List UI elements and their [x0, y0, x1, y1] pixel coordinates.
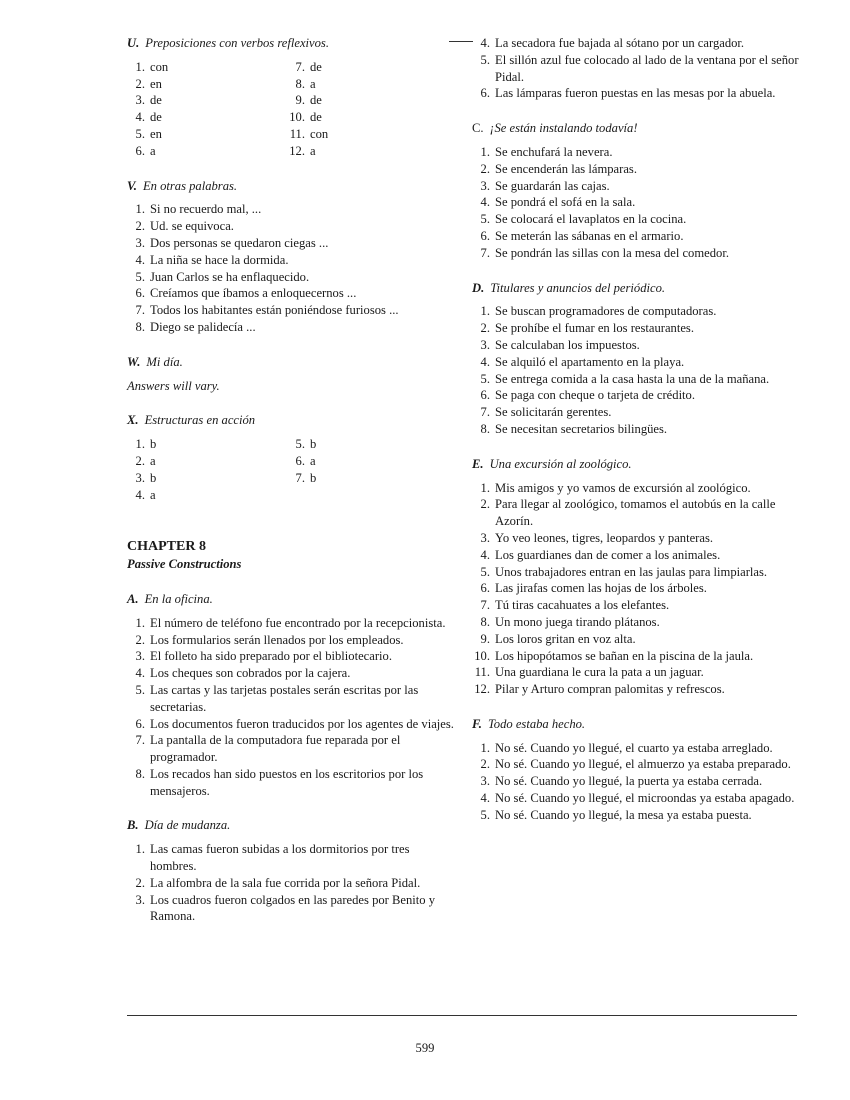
list-item [472, 354, 802, 371]
item-text: Se prohíbe el fumar en los restaurantes. [495, 321, 694, 336]
item-text: de [150, 110, 162, 125]
item-number: 6. [480, 228, 490, 243]
item-number: 8. [295, 76, 305, 91]
item-text: Se meterán las sábanas en el armario. [495, 228, 684, 243]
item-text: b [150, 437, 157, 452]
item-number: 4. [480, 547, 490, 562]
list-item [472, 547, 802, 564]
list-item [127, 59, 287, 76]
list-item [472, 194, 802, 211]
footer-rule [127, 1015, 797, 1016]
list-item [472, 597, 802, 614]
item-text: Todos los habitantes están poniéndose furiosos ... [150, 303, 399, 318]
item-number: 5. [480, 564, 490, 579]
list-item [472, 790, 802, 807]
item-text: La pantalla de la computadora fue reparada por el programador. [150, 733, 401, 765]
item-number: 7. [480, 245, 490, 260]
item-number: 3. [135, 470, 145, 485]
item-text: de [310, 110, 322, 125]
section-x-answers [127, 436, 457, 503]
item-text: Se pondrán las sillas con la mesa del comedor. [495, 245, 729, 260]
list-item [472, 614, 802, 631]
item-text: No sé. Cuando yo llegué, el almuerzo ya estaba preparado. [495, 757, 791, 772]
item-number: 6. [480, 581, 490, 596]
list-item [287, 143, 447, 160]
item-number: 7. [480, 598, 490, 613]
list-item [127, 302, 457, 319]
section-e-list [472, 480, 802, 698]
list-item [127, 716, 457, 733]
answer-list [127, 59, 287, 160]
list-item [127, 841, 457, 875]
item-number: 2. [480, 321, 490, 336]
item-number: 4. [135, 110, 145, 125]
item-text: Diego se palidecía ... [150, 319, 256, 334]
list-item [472, 480, 802, 497]
list-item [472, 161, 802, 178]
item-text: Los cheques son cobrados por la cajera. [150, 666, 351, 681]
chapter-subtitle: Passive Constructions [127, 557, 242, 572]
item-number: 2. [480, 497, 490, 512]
list-item [472, 337, 802, 354]
list-item [472, 320, 802, 337]
item-text: El sillón azul fue colocado al lado de la ventana por el señor Pidal. [495, 52, 799, 84]
right-column [472, 35, 802, 824]
item-number: 11. [289, 126, 305, 141]
item-number: 5. [480, 807, 490, 822]
section-a-list [127, 615, 457, 800]
item-text: en [150, 126, 162, 141]
item-number: 6. [480, 388, 490, 403]
section-c-title: C. ¡Se están instalando todavía! [472, 121, 638, 136]
item-text: Se necesitan secretarios bilingües. [495, 421, 668, 436]
item-text: Se paga con cheque o tarjeta de crédito. [495, 388, 696, 403]
list-item [472, 228, 802, 245]
list-item [472, 371, 802, 388]
list-item [127, 235, 457, 252]
item-number: 1. [135, 437, 145, 452]
item-number: 2. [135, 875, 145, 890]
list-item [472, 421, 802, 438]
item-number: 11. [474, 665, 490, 680]
item-number: 4. [135, 487, 145, 502]
item-text: El folleto ha sido preparado por el bibliotecario. [150, 649, 392, 664]
section-v-list [127, 201, 457, 335]
page-number: 599 [415, 1041, 435, 1055]
item-text: Una guardiana le cura la pata a un jaguar. [495, 665, 704, 680]
list-item [287, 76, 447, 93]
item-number: 5. [135, 269, 145, 284]
item-text: con [150, 59, 169, 74]
left-column [127, 35, 457, 925]
list-item [472, 681, 802, 698]
list-item [472, 35, 802, 52]
list-item [472, 496, 802, 530]
item-number: 1. [480, 740, 490, 755]
list-item [472, 211, 802, 228]
item-text: Si no recuerdo mal, ... [150, 202, 262, 217]
item-text: No sé. Cuando yo llegué, la mesa ya estaba puesta. [495, 807, 752, 822]
list-item [127, 143, 287, 160]
item-text: en [150, 76, 162, 91]
item-number: 2. [135, 632, 145, 647]
list-item [287, 126, 447, 143]
item-number: 6. [480, 86, 490, 101]
item-number: 8. [135, 766, 145, 781]
item-number: 3. [135, 235, 145, 250]
item-text: Las lámparas fueron puestas en las mesas por la abuela. [495, 86, 776, 101]
section-u-title: U. Preposiciones con verbos reflexivos. [127, 36, 329, 50]
list-item [472, 648, 802, 665]
item-number: 1. [135, 59, 145, 74]
list-item [287, 109, 447, 126]
item-number: 3. [135, 892, 145, 907]
list-item [472, 144, 802, 161]
list-item [127, 487, 287, 504]
item-number: 12. [289, 143, 305, 158]
item-text: Mis amigos y yo vamos de excursión al zoológico. [495, 480, 751, 495]
item-text: de [310, 59, 322, 74]
item-text: b [310, 437, 317, 452]
item-number: 1. [135, 615, 145, 630]
answer-list [287, 436, 447, 503]
item-number: 2. [135, 453, 145, 468]
item-number: 2. [135, 76, 145, 91]
list-item [472, 580, 802, 597]
answer-list [287, 59, 447, 160]
list-item [127, 732, 457, 766]
item-text: Se pondrá el sofá en la sala. [495, 195, 636, 210]
item-number: 7. [135, 303, 145, 318]
item-number: 7. [295, 59, 305, 74]
item-number: 7. [295, 470, 305, 485]
section-d-title: D. Titulares y anuncios del periódico. [472, 280, 666, 295]
section-c-list [472, 144, 802, 262]
item-number: 6. [295, 453, 305, 468]
answers-note: Answers will vary. [127, 378, 220, 393]
item-text: a [310, 453, 316, 468]
item-text: a [150, 143, 156, 158]
item-text: con [310, 126, 329, 141]
list-item [127, 453, 287, 470]
item-text: No sé. Cuando yo llegué, el cuarto ya estaba arreglado. [495, 740, 773, 755]
list-item [472, 664, 802, 681]
item-text: Yo veo leones, tigres, leopardos y panteras. [495, 530, 714, 545]
item-text: Las jirafas comen las hojas de los árboles. [495, 581, 707, 596]
item-number: 4. [480, 791, 490, 806]
item-text: El número de teléfono fue encontrado por la recepcionista. [150, 615, 446, 630]
item-text: Tú tiras cacahuates a los elefantes. [495, 598, 670, 613]
list-item [127, 615, 457, 632]
item-number: 7. [480, 405, 490, 420]
item-text: Juan Carlos se ha enflaquecido. [150, 269, 310, 284]
item-text: Los hipopótamos se bañan en la piscina de la jaula. [495, 648, 754, 663]
item-text: Se buscan programadores de computadoras. [495, 304, 717, 319]
item-text: Se encenderán las lámparas. [495, 161, 637, 176]
item-text: Se solicitarán gerentes. [495, 405, 612, 420]
list-item [287, 92, 447, 109]
item-text: Dos personas se quedaron ciegas ... [150, 235, 329, 250]
section-x-title: X. Estructuras en acción [127, 413, 256, 428]
item-text: de [150, 93, 162, 108]
item-number: 6. [135, 143, 145, 158]
section-d-list [472, 303, 802, 437]
item-text: Los cuadros fueron colgados en las paredes por Benito y Ramona. [150, 892, 436, 924]
item-number: 6. [135, 716, 145, 731]
item-text: Pilar y Arturo compran palomitas y refrescos. [495, 682, 725, 697]
list-item [127, 201, 457, 218]
item-text: Se calculaban los impuestos. [495, 337, 640, 352]
item-text: Para llegar al zoológico, tomamos el autobús en la calle Azorín. [495, 497, 776, 529]
list-item [472, 85, 802, 102]
list-item [127, 285, 457, 302]
item-text: Se enchufará la nevera. [495, 144, 613, 159]
section-w-title: W. Mi día. [127, 354, 183, 369]
item-number: 4. [480, 195, 490, 210]
item-text: Unos trabajadores entran en las jaulas para limpiarlas. [495, 564, 768, 579]
list-item [472, 773, 802, 790]
item-number: 9. [480, 631, 490, 646]
item-number: 3. [480, 530, 490, 545]
item-number: 5. [295, 437, 305, 452]
list-item [472, 404, 802, 421]
section-e-title: E. Una excursión al zoológico. [472, 456, 632, 471]
list-item [127, 892, 457, 926]
item-number: 10. [474, 648, 490, 663]
item-text: a [150, 453, 156, 468]
item-text: Los recados han sido puestos en los escritorios por los mensajeros. [150, 766, 424, 798]
item-number: 1. [135, 202, 145, 217]
list-item [472, 530, 802, 547]
list-item [472, 245, 802, 262]
item-text: Los formularios serán llenados por los empleados. [150, 632, 404, 647]
section-b-continued-list [472, 35, 802, 102]
item-number: 4. [135, 252, 145, 267]
item-number: 2. [480, 757, 490, 772]
list-item [472, 52, 802, 86]
list-item [127, 632, 457, 649]
item-text: b [310, 470, 317, 485]
item-text: Se entrega comida a la casa hasta la una de la mañana. [495, 371, 770, 386]
item-number: 5. [480, 212, 490, 227]
item-text: Creíamos que íbamos a enloquecernos ... [150, 286, 357, 301]
item-number: 12. [474, 682, 490, 697]
list-item [472, 564, 802, 581]
list-item [472, 756, 802, 773]
section-a-title: A. En la oficina. [127, 591, 213, 606]
item-text: La alfombra de la sala fue corrida por la señora Pidal. [150, 875, 421, 890]
list-item [287, 59, 447, 76]
item-text: No sé. Cuando yo llegué, la puerta ya estaba cerrada. [495, 774, 763, 789]
section-v-title: V. En otras palabras. [127, 178, 238, 193]
item-text: Los loros gritan en voz alta. [495, 631, 636, 646]
item-text: a [310, 143, 316, 158]
item-number: 8. [480, 614, 490, 629]
list-item [127, 436, 287, 453]
item-text: Los documentos fueron traducidos por los agentes de viajes. [150, 716, 454, 731]
item-number: 5. [480, 52, 490, 67]
item-number: 3. [135, 649, 145, 664]
list-item [472, 740, 802, 757]
list-item [127, 76, 287, 93]
item-text: Se alquiló el apartamento en la playa. [495, 354, 685, 369]
item-text: Las cartas y las tarjetas postales serán escritas por las secretarias. [150, 682, 419, 714]
item-number: 8. [480, 421, 490, 436]
list-item [127, 665, 457, 682]
item-text: a [150, 487, 156, 502]
list-item [127, 470, 287, 487]
item-number: 1. [135, 842, 145, 857]
list-item [127, 92, 287, 109]
item-number: 4. [135, 666, 145, 681]
item-number: 1. [480, 304, 490, 319]
item-number: 1. [480, 480, 490, 495]
section-b-title: B. Día de mudanza. [127, 818, 231, 833]
item-number: 5. [480, 371, 490, 386]
item-number: 2. [135, 219, 145, 234]
item-number: 3. [480, 178, 490, 193]
chapter-heading: CHAPTER 8 [127, 539, 206, 555]
list-item [127, 682, 457, 716]
item-text: La niña se hace la dormida. [150, 252, 289, 267]
item-text: Se colocará el lavaplatos en la cocina. [495, 212, 687, 227]
item-text: Se guardarán las cajas. [495, 178, 610, 193]
item-text: Las camas fueron subidas a los dormitorios por tres hombres. [150, 842, 410, 874]
list-item [127, 252, 457, 269]
list-item [127, 875, 457, 892]
item-text: Los guardianes dan de comer a los animales. [495, 547, 721, 562]
list-item [127, 319, 457, 336]
section-b-list [127, 841, 457, 925]
item-text: Un mono juega tirando plátanos. [495, 614, 660, 629]
list-item [472, 178, 802, 195]
list-item [472, 631, 802, 648]
section-u-answers [127, 59, 457, 160]
item-number: 8. [135, 319, 145, 334]
list-item [472, 387, 802, 404]
item-number: 7. [135, 733, 145, 748]
list-item [127, 126, 287, 143]
item-number: 3. [480, 774, 490, 789]
list-item [127, 766, 457, 800]
list-item [127, 218, 457, 235]
list-item [287, 470, 447, 487]
list-item [472, 303, 802, 320]
item-number: 5. [135, 682, 145, 697]
list-item [287, 436, 447, 453]
item-number: 5. [135, 126, 145, 141]
item-number: 4. [480, 354, 490, 369]
list-item [287, 453, 447, 470]
item-text: La secadora fue bajada al sótano por un cargador. [495, 36, 745, 50]
answer-list [127, 436, 287, 503]
item-text: a [310, 76, 316, 91]
item-number: 4. [480, 36, 490, 50]
item-text: de [310, 93, 322, 108]
item-text: Ud. se equivoca. [150, 219, 234, 234]
list-item [127, 109, 287, 126]
section-f-list [472, 740, 802, 824]
section-f-title: F. Todo estaba hecho. [472, 716, 586, 731]
item-text: No sé. Cuando yo llegué, el microondas ya estaba apagado. [495, 791, 795, 806]
item-text: b [150, 470, 157, 485]
list-item [472, 807, 802, 824]
continuation-dash [449, 41, 473, 42]
item-number: 2. [480, 161, 490, 176]
list-item [127, 648, 457, 665]
item-number: 3. [480, 337, 490, 352]
item-number: 9. [295, 93, 305, 108]
item-number: 1. [480, 144, 490, 159]
item-number: 3. [135, 93, 145, 108]
item-number: 6. [135, 286, 145, 301]
list-item [127, 269, 457, 286]
item-number: 10. [289, 110, 305, 125]
